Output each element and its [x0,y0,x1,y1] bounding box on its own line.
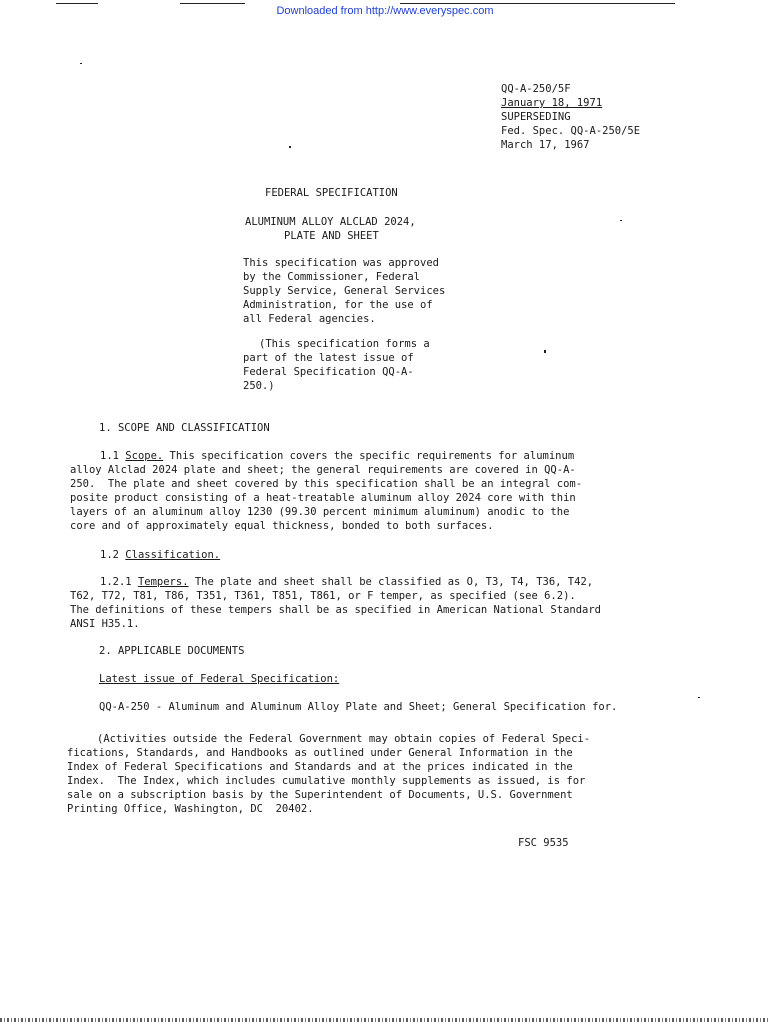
document-header [501,82,661,152]
section-2-heading: 2. APPLICABLE DOCUMENTS [99,645,245,657]
activities-line: (Activities outside the Federal Government may obtain copies of Federal Speci- [97,733,591,745]
scan-edge-line [180,3,245,4]
tempers-first-line [70,575,710,589]
activities-line: sale on a subscription basis by the Superintendent of Documents, U.S. Government [67,789,573,801]
section-1-heading: 1. SCOPE AND CLASSIFICATION [99,422,270,434]
scan-speck [620,220,622,221]
approval-line: Administration, for the use of [243,299,433,311]
scan-speck [698,697,700,698]
scan-edge-line [56,3,98,4]
qq-a-250-reference: QQ-A-250 - Aluminum and Aluminum Alloy Plate and Sheet; General Specification for. [99,701,618,713]
scope-paragraph [70,449,710,533]
scope-line: core and of approximately equal thickness, bonded to both surfaces. [70,520,494,532]
note-line: (This specification forms a [259,338,430,350]
note-line: 250.) [243,380,275,392]
superseding-label: SUPERSEDING [501,111,571,123]
download-source-link[interactable]: Downloaded from http://www.everyspec.com [276,5,494,17]
scope-line: alloy Alclad 2024 plate and sheet; the general requirements are covered in QQ-A- [70,464,576,476]
approval-line: by the Commissioner, Federal [243,271,421,283]
scan-edge-line [400,3,675,4]
tempers-line: ANSI H35.1. [70,618,140,630]
approval-line: Supply Service, General Services [243,285,446,297]
fsc-code: FSC 9535 [518,837,569,849]
tempers-line: T62, T72, T81, T86, T351, T361, T851, T861, or F temper, as specified (see 6.2). [70,590,576,602]
scope-line: layers of an aluminum alloy 1230 (99.30 percent minimum aluminum) anodic to the [70,506,570,518]
classification-heading [100,548,220,562]
activities-line: Printing Office, Washington, DC 20402. [67,803,314,815]
tempers-paragraph [70,575,710,631]
scope-line: 250. The plate and sheet covered by this specification shall be an integral com- [70,478,583,490]
scope-line: posite product consisting of a heat-treatable aluminum alloy 2024 core with thin [70,492,576,504]
scan-speck [544,350,546,353]
spec-subject-title: ALUMINUM ALLOY ALCLAD 2024, [245,216,416,228]
superseded-spec: Fed. Spec. QQ-A-250/5E [501,125,641,137]
activities-line: Index. The Index, which includes cumulative monthly supplements as issued, is for [67,775,586,787]
scan-speck [289,146,291,148]
spec-type-title: FEDERAL SPECIFICATION [265,187,398,199]
tempers-title: Tempers. [137,576,189,588]
superseded-date: March 17, 1967 [501,139,590,151]
classification-number: 1.2 [100,549,119,561]
tempers-line: The definitions of these tempers shall be as specified in American National Standard [70,604,602,616]
note-line: part of the latest issue of [243,352,414,364]
spec-subject-subtitle: PLATE AND SHEET [284,230,379,242]
approval-line: all Federal agencies. [243,313,376,325]
scan-bottom-edge [0,1018,770,1022]
tempers-number: 1.2.1 [100,576,132,588]
latest-issue-heading: Latest issue of Federal Specification: [99,673,340,685]
activities-line: fications, Standards, and Handbooks as outlined under General Information in the [67,747,573,759]
approval-line: This specification was approved [243,257,439,269]
classification-title: Classification. [125,549,221,561]
scope-first-line [70,449,710,463]
tempers-line: The plate and sheet shall be classified as O, T3, T4, T36, T42, [188,576,594,588]
scope-number: 1.1 [100,450,119,462]
activities-paragraph [67,732,707,816]
approval-statement [243,256,445,326]
note-line: Federal Specification QQ-A- [243,366,414,378]
scope-line: This specification covers the specific requirements for aluminum [163,450,575,462]
activities-line: Index of Federal Specifications and Standards and at the prices indicated in the [67,761,573,773]
scope-title: Scope. [125,450,164,462]
scan-speck [80,63,82,64]
document-number: QQ-A-250/5F [501,83,571,95]
part-of-note [243,337,430,393]
document-date: January 18, 1971 [501,97,603,109]
